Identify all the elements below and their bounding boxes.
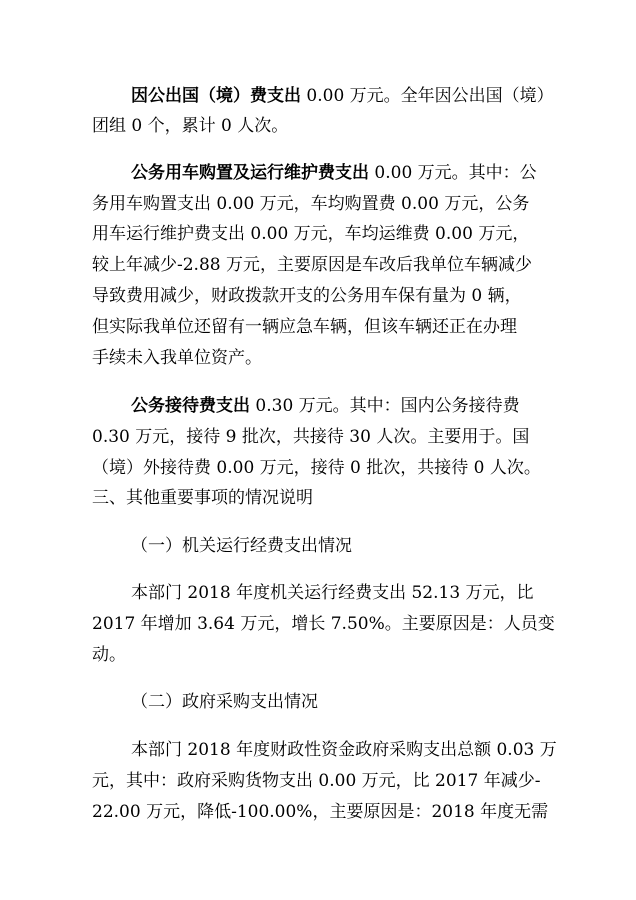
text-line [92, 429, 529, 446]
bold-heading: 公务接待费支出 [131, 396, 250, 416]
text-line [131, 585, 534, 602]
text-line [92, 773, 540, 790]
line-text: 0.00 万元。全年因公出国（境） [301, 86, 554, 106]
text-line [92, 616, 555, 633]
line-text: （一）机关运行经费支出情况 [131, 536, 352, 556]
line-text: 动。 [92, 645, 126, 665]
section-heading [92, 490, 313, 507]
line-text: 22.00 万元，降低-100.00%，主要原因是：2018 年度无需 [92, 802, 549, 822]
text-line [92, 350, 262, 367]
line-text: 本部门 2018 年度机关运行经费支出 52.13 万元，比 [131, 583, 534, 603]
line-text: 0.30 万元，接待 9 批次，共接待 30 人次。主要用于。国 [92, 427, 530, 447]
line-text: 元，其中：政府采购货物支出 0.00 万元，比 2017 年减少- [92, 771, 541, 791]
line-text: （二）政府采购支出情况 [131, 692, 318, 712]
subsection-heading [131, 694, 318, 711]
text-line [131, 742, 557, 759]
line-text: 0.00 万元。其中：公 [369, 163, 537, 183]
text-line [131, 165, 537, 182]
line-text: 团组 0 个，累计 0 人次。 [92, 116, 289, 136]
line-text: 手续未入我单位资产。 [92, 348, 262, 368]
bold-heading: 因公出国（境）费支出 [131, 86, 301, 106]
text-line [92, 647, 126, 664]
line-text: 本部门 2018 年度财政性资金政府采购支出总额 0.03 万 [131, 740, 557, 760]
text-line [92, 196, 529, 213]
text-line [92, 118, 288, 135]
text-line [92, 226, 529, 243]
text-line [92, 288, 522, 305]
line-text: 但实际我单位还留有一辆应急车辆，但该车辆还正在办理 [92, 317, 517, 337]
subsection-heading [131, 538, 352, 555]
text-line [92, 804, 548, 821]
text-line [92, 319, 517, 336]
bold-heading: 公务用车购置及运行维护费支出 [131, 163, 369, 183]
line-text: 务用车购置支出 0.00 万元，车均购置费 0.00 万元，公务 [92, 194, 530, 214]
text-line [92, 460, 541, 477]
line-text: 三、其他重要事项的情况说明 [92, 488, 313, 508]
line-text: 导致费用减少，财政拨款开支的公务用车保有量为 0 辆， [92, 286, 522, 306]
text-line [131, 88, 554, 105]
line-text: 2017 年增加 3.64 万元，增长 7.50%。主要原因是：人员变 [92, 614, 555, 634]
line-text: 较上年减少-2.88 万元，主要原因是车改后我单位车辆减少 [92, 255, 532, 275]
text-line [92, 257, 532, 274]
text-line [131, 398, 520, 415]
line-text: 0.30 万元。其中：国内公务接待费 [250, 396, 520, 416]
line-text: 用车运行维护费支出 0.00 万元，车均运维费 0.00 万元， [92, 224, 530, 244]
line-text: （境）外接待费 0.00 万元，接待 0 批次，共接待 0 人次。 [92, 458, 541, 478]
